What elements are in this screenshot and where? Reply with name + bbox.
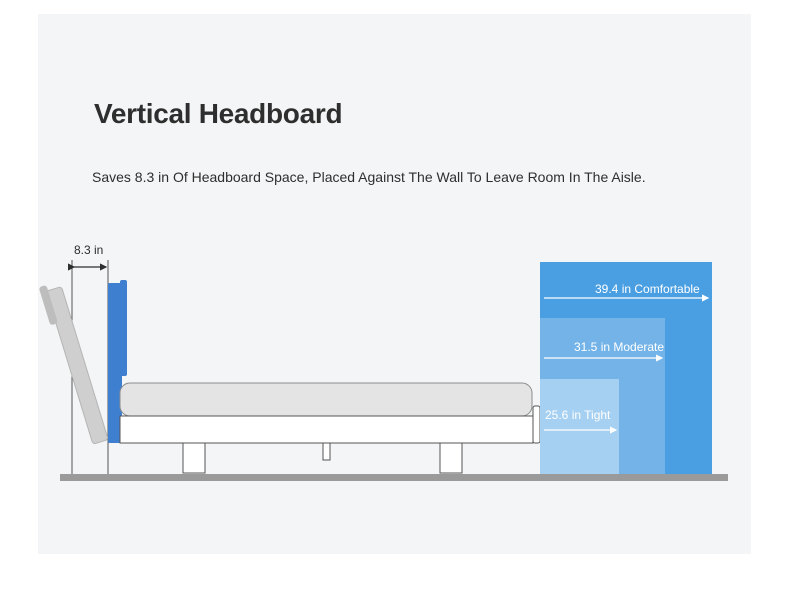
bed-leg [323, 443, 330, 460]
floor [60, 474, 728, 481]
bed-frame [120, 416, 533, 443]
headboard-gap-label: 8.3 in [74, 243, 104, 257]
mattress [120, 383, 532, 416]
page-title: Vertical Headboard [94, 98, 343, 129]
footboard-post [533, 406, 540, 443]
aisle-zone-tight [540, 379, 619, 474]
tight-label: 25.6 in Tight [545, 408, 611, 422]
headboard-cap [120, 280, 127, 376]
tilted-headboard-ghost [39, 281, 109, 446]
page-subtitle: Saves 8.3 in Of Headboard Space, Placed Against The Wall To Leave Room In The Aisle. [92, 169, 646, 185]
bed-leg [183, 443, 205, 473]
moderate-label: 31.5 in Moderate [574, 340, 665, 354]
bed-leg [440, 443, 462, 473]
comfortable-label: 39.4 in Comfortable [595, 282, 700, 296]
